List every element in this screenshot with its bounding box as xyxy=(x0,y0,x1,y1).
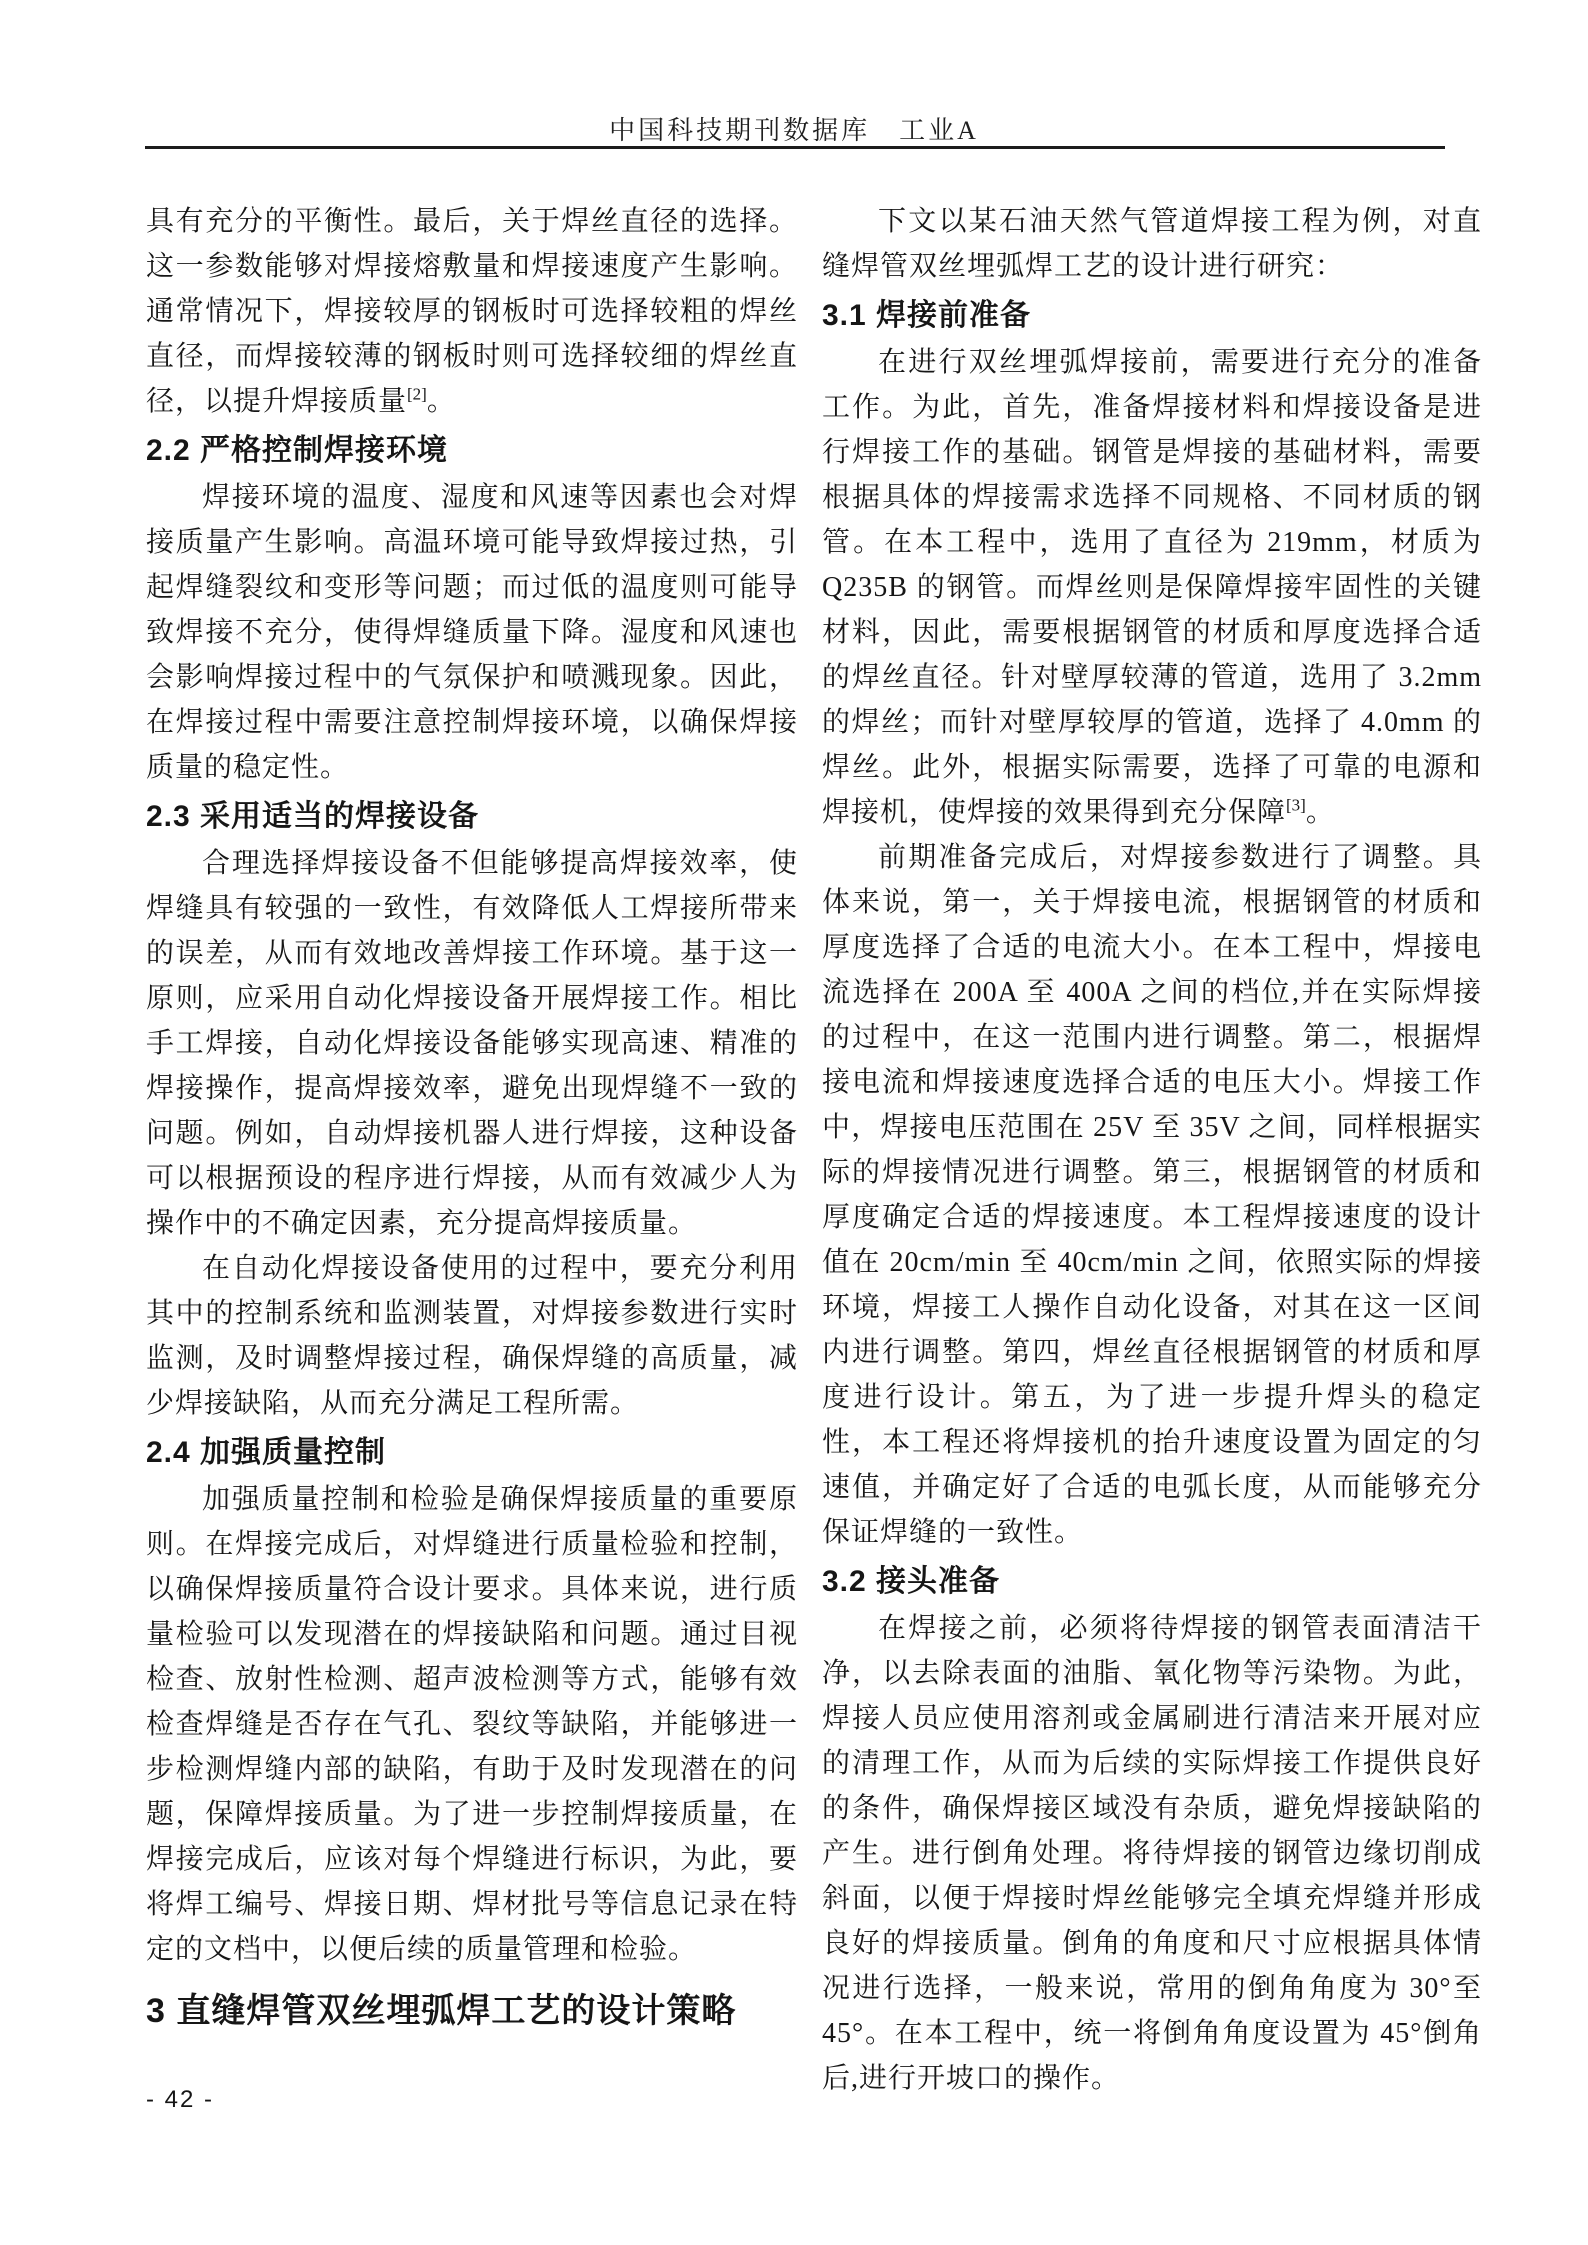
left-text-column xyxy=(146,199,798,2036)
body-paragraph xyxy=(146,475,798,790)
body-paragraph xyxy=(146,1477,798,1972)
body-paragraph xyxy=(822,1606,1482,2101)
paragraph-text: 在自动化焊接设备使用的过程中，要充分利用其中的控制系统和监测装置，对焊接参数进行实时监测，及时调整焊接过程，确保焊缝的高质量，减少焊接缺陷，从而充分满足工程所需。 xyxy=(146,1253,798,1419)
body-paragraph xyxy=(822,835,1482,1555)
paragraph-text: 焊接环境的温度、湿度和风速等因素也会对焊接质量产生影响。高温环境可能导致焊接过热，引起焊缝裂纹和变形等问题；而过低的温度则可能导致焊接不充分，使得焊缝质量下降。湿度和风速也会影响焊接过程中的气氛保护和喷溅现象。因此，在焊接过程中需要注意控制焊接环境，以确保焊接质量的稳定性。 xyxy=(146,482,798,783)
body-paragraph xyxy=(146,1246,798,1426)
paragraph-text: 在进行双丝埋弧焊接前，需要进行充分的准备工作。为此，首先，准备焊接材料和焊接设备是进行焊接工作的基础。钢管是焊接的基础材料，需要根据具体的焊接需求选择不同规格、不同材质的钢管。在本工程中，选用了直径为 219mm，材质为 Q235B 的钢管。而焊丝则是保障焊接牢固性的关键材料，因此，需要根据钢管的材质和厚度选择合适的焊丝直径。针对壁厚较薄的管道，选用了 3.2mm 的焊丝；而针对壁厚较厚的管道，选择了 4.0mm 的焊丝。此外，根据实际需要，选择了可靠的电源和焊接机，使焊接的效果得到充分保障 xyxy=(822,347,1482,828)
paragraph-text: 。 xyxy=(426,386,456,417)
section-heading: 3.2 接头准备 xyxy=(822,1565,1001,1598)
paragraph-text: 。 xyxy=(1305,797,1335,828)
body-paragraph xyxy=(146,199,798,424)
paragraph-text: 在焊接之前，必须将待焊接的钢管表面清洁干净，以去除表面的油脂、氧化物等污染物。为此，焊接人员应使用溶剂或金属刷进行清洁来开展对应的清理工作，从而为后续的实际焊接工作提供良好的条件，确保焊接区域没有杂质，避免焊接缺陷的产生。进行倒角处理。将待焊接的钢管边缘切削成斜面，以便于焊接时焊丝能够完全填充焊缝并形成良好的焊接质量。倒角的角度和尺寸应根据具体情况进行选择，一般来说，常用的倒角角度为 30°至 45°。在本工程中，统一将倒角角度设置为 45°倒角后,进行开坡口的操作。 xyxy=(822,1613,1482,2094)
body-paragraph xyxy=(822,199,1482,289)
body-paragraph xyxy=(822,340,1482,835)
paragraph-text: 下文以某石油天然气管道焊接工程为例，对直缝焊管双丝埋弧焊工艺的设计进行研究： xyxy=(822,206,1482,282)
right-text-column xyxy=(822,199,1482,2101)
page-number: - 42 - xyxy=(146,2086,215,2113)
header-divider-line xyxy=(145,146,1445,149)
section-heading: 2.2 严格控制焊接环境 xyxy=(146,434,449,467)
citation-superscript: [3] xyxy=(1286,795,1306,815)
chapter-heading: 3 直缝焊管双丝埋弧焊工艺的设计策略 xyxy=(146,1992,737,2030)
paragraph-text: 合理选择焊接设备不但能够提高焊接效率，使焊缝具有较强的一致性，有效降低人工焊接所带来的误差，从而有效地改善焊接工作环境。基于这一原则，应采用自动化焊接设备开展焊接工作。相比手工焊接，自动化焊接设备能够实现高速、精准的焊接操作，提高焊接效率，避免出现焊缝不一致的问题。例如，自动焊接机器人进行焊接，这种设备可以根据预设的程序进行焊接，从而有效减少人为操作中的不确定因素，充分提高焊接质量。 xyxy=(146,848,798,1239)
paragraph-text: 加强质量控制和检验是确保焊接质量的重要原则。在焊接完成后，对焊缝进行质量检验和控制，以确保焊接质量符合设计要求。具体来说，进行质量检验可以发现潜在的焊接缺陷和问题。通过目视检查、放射性检测、超声波检测等方式，能够有效检查焊缝是否存在气孔、裂纹等缺陷，并能够进一步检测焊缝内部的缺陷，有助于及时发现潜在的问题，保障焊接质量。为了进一步控制焊接质量，在焊接完成后，应该对每个焊缝进行标识，为此，要将焊工编号、焊接日期、焊材批号等信息记录在特定的文档中，以便后续的质量管理和检验。 xyxy=(146,1484,798,1965)
section-heading: 2.3 采用适当的焊接设备 xyxy=(146,800,480,833)
citation-superscript: [2] xyxy=(407,384,427,404)
section-heading: 2.4 加强质量控制 xyxy=(146,1436,387,1469)
paragraph-text: 具有充分的平衡性。最后，关于焊丝直径的选择。这一参数能够对焊接熔敷量和焊接速度产生影响。通常情况下，焊接较厚的钢板时可选择较粗的焊丝直径，而焊接较薄的钢板时则可选择较细的焊丝直径，以提升焊接质量 xyxy=(146,206,798,417)
journal-header-title: 中国科技期刊数据库 工业A xyxy=(609,116,979,145)
section-heading: 3.1 焊接前准备 xyxy=(822,299,1032,332)
paragraph-text: 前期准备完成后，对焊接参数进行了调整。具体来说，第一，关于焊接电流，根据钢管的材质和厚度选择了合适的电流大小。在本工程中，焊接电流选择在 200A 至 400A 之间的档位,并在实际焊接的过程中，在这一范围内进行调整。第二，根据焊接电流和焊接速度选择合适的电压大小。焊接工作中，焊接电压范围在 25V 至 35V 之间，同样根据实际的焊接情况进行调整。第三，根据钢管的材质和厚度确定合适的焊接速度。本工程焊接速度的设计值在 20cm/min 至 40cm/min 之间，依照实际的焊接环境，焊接工人操作自动化设备，对其在这一区间内进行调整。第四，焊丝直径根据钢管的材质和厚度进行设计。第五，为了进一步提升焊头的稳定性，本工程还将焊接机的抬升速度设置为固定的匀速值，并确定好了合适的电弧长度，从而能够充分保证焊缝的一致性。 xyxy=(822,842,1482,1548)
body-paragraph xyxy=(146,841,798,1246)
